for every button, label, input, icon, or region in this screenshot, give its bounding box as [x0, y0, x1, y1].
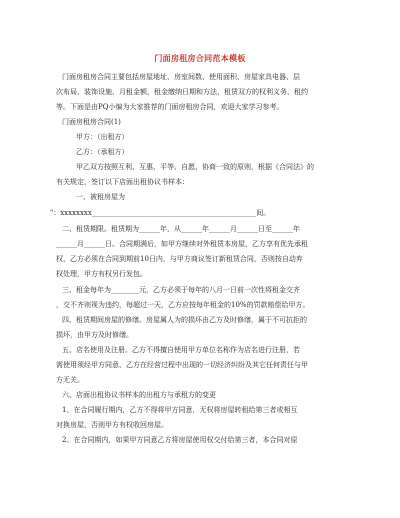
clause-2-line-2: ______月______日。合同期满后，如甲方继续对外租赁本房屋，乙方享有优先承租 — [56, 240, 308, 248]
contract-heading: 门面房租房合同(1) — [62, 118, 121, 126]
clause-5-line-2: 需使用须经甲方同意，乙方在经营过程中出现的一切经济纠纷及其它任何责任与甲 — [56, 361, 308, 369]
intro-line-2: 次布局、装饰设施、月租金额，租金缴纳日期和方法、租赁双方的权利义务、租约 — [56, 88, 308, 96]
clause-5-line-1: 五、店名使用及注册。乙方不得擅自使用甲方单位名称作为店名进行注册，若 — [62, 346, 300, 354]
party-b-line: 乙方：（承租方） — [76, 148, 129, 156]
clause-3-line-1: 三、租金每年为________元，乙方必须于每年的八月一日前一次性将租金交齐 — [62, 286, 300, 294]
preamble-line-1: 甲乙双方按照互利、互惠、平等、自愿、协商一致的原则，根据《合同法》的 — [76, 163, 314, 171]
document-title: 门面房租房合同范本模板 — [154, 53, 246, 63]
clause-3-line-2: ，交不齐则视为违约，每超过一天，乙方应按每年租金的10%的罚款赔偿给甲方。 — [56, 301, 310, 309]
preamble-line-2: 有关规定，签订以下店面出租协议书样本： — [56, 178, 189, 186]
clause-4-line-1: 四、租赁期间房屋的修缮。房屋属人为的损坏由乙方及时修缮，属于不可抗拒的 — [62, 316, 307, 324]
clause-6-heading: 六、店面出租协议书样本的出租方与承租方的变更 — [62, 391, 216, 399]
clause-5-line-3: 方无关。 — [56, 376, 84, 384]
intro-line-3: 等。下面是由PQ小编为大家推荐的门面房租房合同，欢迎大家学习参考。 — [56, 103, 284, 111]
clause-6-item-2-line-1: 2、在合同期内，如果甲方同意乙方将房屋使用权交付给第三者，本合同对原 — [62, 436, 298, 444]
clause-2-line-1: 二、租赁期限。租赁期为______年，从______年______月______日至______年 — [62, 225, 300, 233]
party-a-line: 甲方：（出租方） — [76, 133, 129, 141]
clause-4-line-2: 损坏，由甲方及时修缮。 — [56, 331, 133, 339]
clause-6-item-1-line-2: 对换房屋，否则甲方有权收回房屋。 — [56, 421, 168, 429]
clause-2-line-3: 权，乙方必须在合同到期前10日内，与甲方商议签订新租赁合同，否则按自动弃 — [56, 255, 303, 263]
clause-1-heading: 一、被租房屋为 — [76, 193, 125, 201]
clause-6-item-1-line-1: 1、在合同履行期内，乙方不得将甲方同意，无权将房屋转租给第三者或相互 — [62, 406, 298, 414]
clause-2-line-4: 权处理，甲方有权另行发包。 — [56, 270, 147, 278]
clause-1-address: "：xxxxxxxx_______________________________________________间。 — [50, 209, 271, 217]
intro-line-1: 门面房租房合同主要包括房屋地址、房室间数、使用面积、房屋家具电器、层 — [62, 73, 300, 81]
